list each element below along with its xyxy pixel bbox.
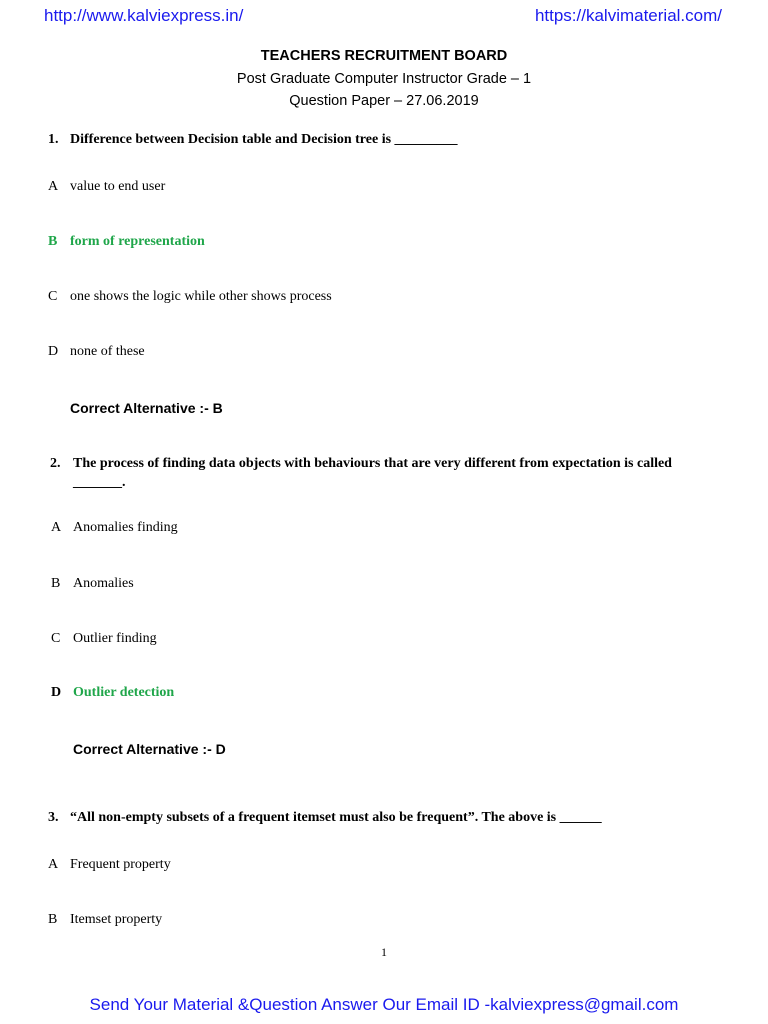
kalvimaterial-link[interactable]: https://kalvimaterial.com/ — [534, 6, 722, 25]
option-text-correct: Outlier detection — [73, 685, 175, 700]
option-text: value to end user — [70, 179, 166, 194]
question-text-continued: _______. — [73, 475, 126, 490]
page-number: 1 — [381, 945, 387, 959]
question-number: 2. — [50, 456, 61, 471]
option-letter-correct: B — [48, 234, 58, 249]
paper-date: Question Paper – 27.06.2019 — [289, 93, 479, 109]
option-text: Anomalies finding — [73, 520, 178, 535]
option-letter: C — [51, 631, 61, 646]
question-text: “All non-empty subsets of a frequent itemset must also be frequent”. The above is ______ — [70, 810, 602, 825]
option-letter: C — [48, 289, 58, 304]
option-letter: A — [48, 857, 59, 872]
kalviexpress-link[interactable]: http://www.kalviexpress.in/ — [44, 6, 244, 25]
board-title: TEACHERS RECRUITMENT BOARD — [260, 48, 508, 64]
question-number: 3. — [48, 810, 59, 825]
option-letter: B — [48, 912, 58, 927]
option-text-correct: form of representation — [70, 234, 205, 249]
option-text: Anomalies — [73, 576, 134, 591]
option-text: one shows the logic while other shows process — [70, 289, 332, 304]
question-text: Difference between Decision table and Decision tree is _________ — [70, 132, 458, 147]
option-letter: A — [51, 520, 62, 535]
question-number: 1. — [48, 132, 59, 147]
option-letter: B — [51, 576, 61, 591]
correct-alternative: Correct Alternative :- B — [70, 400, 223, 416]
option-text: Outlier finding — [73, 631, 157, 646]
option-text: Frequent property — [70, 857, 171, 872]
option-letter: D — [48, 344, 59, 359]
option-text: none of these — [70, 344, 145, 359]
option-text: Itemset property — [70, 912, 163, 927]
question-text: The process of finding data objects with behaviours that are very different from expectation is called — [73, 456, 672, 471]
exam-subtitle: Post Graduate Computer Instructor Grade – 1 — [236, 71, 532, 87]
option-letter: D — [51, 685, 62, 700]
footer-email-notice: Send Your Material &Question Answer Our Email ID -kalviexpress@gmail.com — [89, 995, 679, 1014]
option-letter: A — [48, 179, 59, 194]
correct-alternative: Correct Alternative :- D — [73, 741, 226, 757]
